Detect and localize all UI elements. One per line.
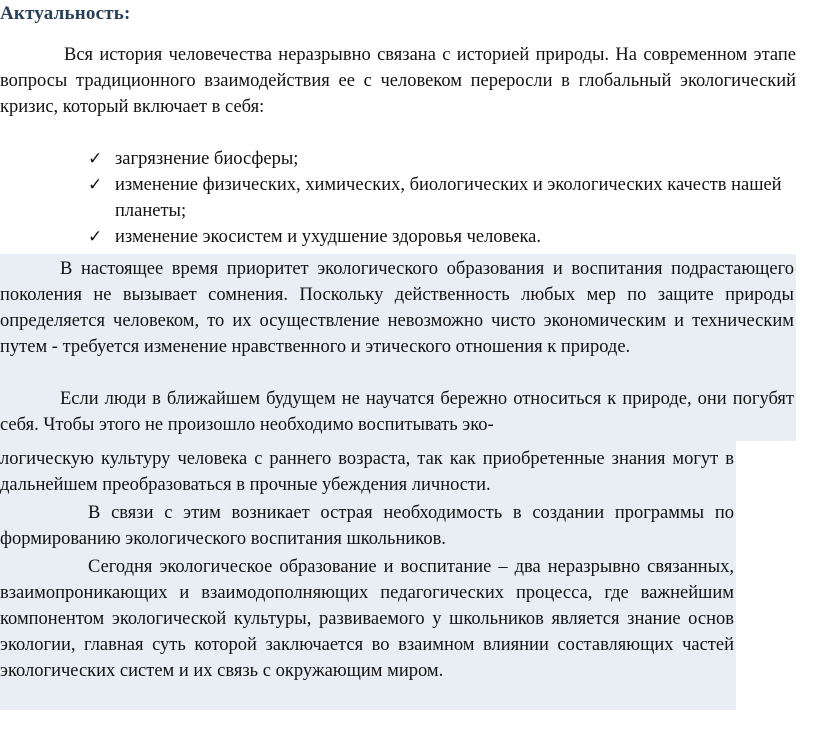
list-item-text: изменение физических, химических, биологических и экологических качеств нашей планеты; xyxy=(115,175,782,221)
future-paragraph-part1: Если люди в ближайшем будущем не научатся бережно относиться к природе, они погубят себя. Чтобы этого не произошло необходимо воспитывать эко- xyxy=(0,389,794,435)
list-item xyxy=(88,224,796,250)
list-item-text: загрязнение биосферы; xyxy=(115,149,299,169)
list-item xyxy=(88,146,796,172)
checkmark-icon: ✓ xyxy=(88,227,103,247)
program-paragraph: В связи с этим возникает острая необходимость в создании программы по формированию экологического воспитания школьников. xyxy=(0,503,734,549)
checkmark-icon: ✓ xyxy=(88,149,103,169)
education-paragraph: Сегодня экологическое образование и воспитание – два неразрывно связанных, взаимопроникающих и взаимодополняющих педагогических процесса, где важнейшим компонентом экологической культуры, развиваемого у школьников является знание основ экологии, главная суть которой заключается во взаимном влиянии составляющих частей экологических систем и их связь с окружающим миром. xyxy=(0,557,734,681)
crisis-list xyxy=(88,146,796,250)
list-item xyxy=(88,172,796,224)
checkmark-icon: ✓ xyxy=(88,175,103,195)
list-item-text: изменение экосистем и ухудшение здоровья человека. xyxy=(115,227,541,247)
section-heading: Актуальность: xyxy=(0,3,131,24)
future-paragraph-part2: логическую культуру человека с раннего возраста, так как приобретенные знания могут в дальнейшем преобразоваться в прочные убеждения личности. xyxy=(0,449,734,495)
intro-paragraph: Вся история человечества неразрывно связана с историей природы. На современном этапе вопросы традиционного взаимодействия ее с человеком переросли в глобальный экологический кризис, который включает в себя: xyxy=(0,45,796,117)
priority-paragraph: В настоящее время приоритет экологического образования и воспитания подрастающего поколения не вызывает сомнения. Поскольку действенность любых мер по защите природы определяется человеком, то их осуществление невозможно чисто экономическим и техническим путем - требуется изменение нравственного и этического отношения к природе. xyxy=(0,259,794,357)
